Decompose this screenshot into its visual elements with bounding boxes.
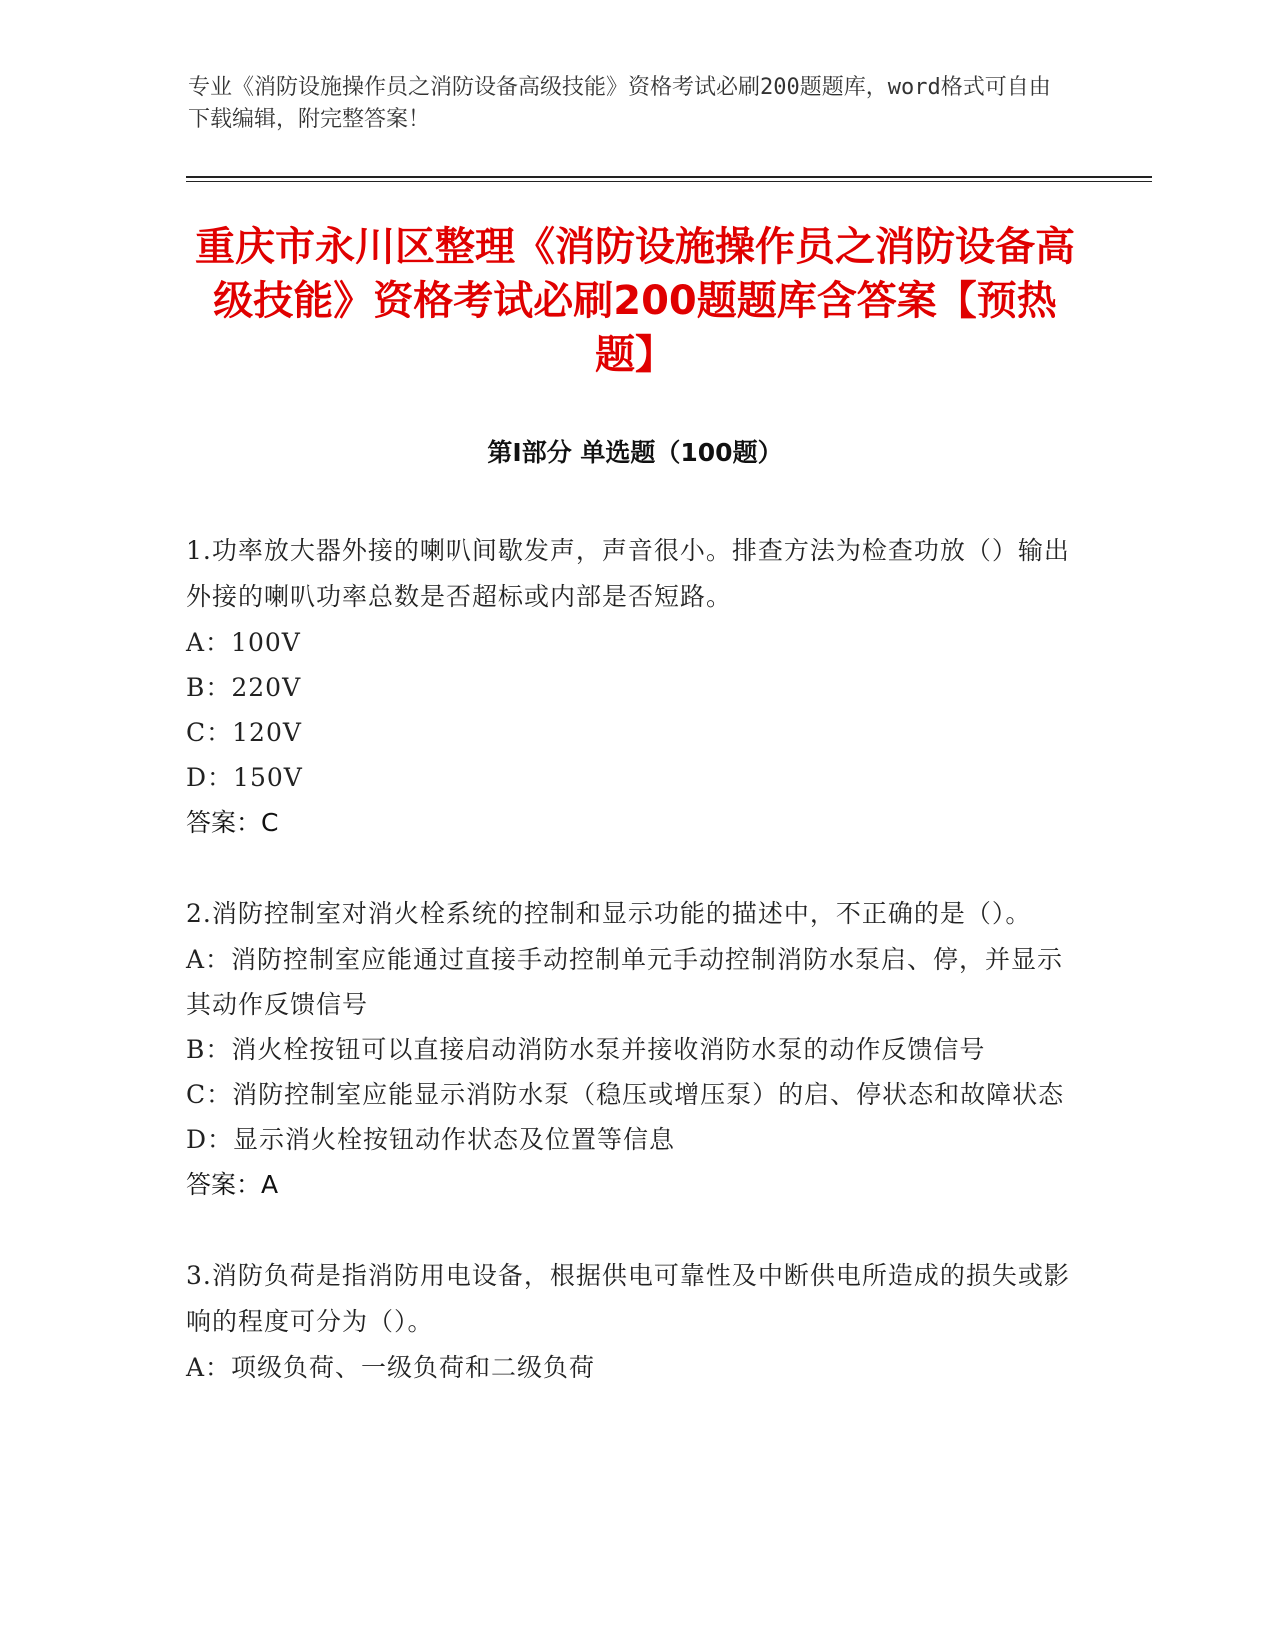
document-header-note: 专业《消防设施操作员之消防设备高级技能》资格考试必刷200题题库，word格式可自由下载编辑，附完整答案！	[188, 75, 1051, 132]
question-1	[186, 528, 1076, 845]
question-stem: 3.消防负荷是指消防用电设备，根据供电可靠性及中断供电所造成的损失或影响的程度可分为（）。	[186, 1261, 1070, 1336]
section-heading: 第I部分 单选题（100题）	[487, 438, 783, 467]
option-c: C：120V	[186, 718, 302, 747]
option-a: A：消防控制室应能通过直接手动控制单元手动控制消防水泵启、停，并显示其动作反馈信号	[186, 945, 1064, 1019]
answer-text: 答案：C	[186, 808, 279, 837]
option-c: C：消防控制室应能显示消防水泵（稳压或增压泵）的启、停状态和故障状态	[186, 1080, 1065, 1109]
question-list	[186, 528, 1076, 1436]
option-b: B：消火栓按钮可以直接启动消防水泵并接收消防水泵的动作反馈信号	[186, 1035, 986, 1064]
answer-text: 答案：A	[186, 1170, 279, 1199]
question-2	[186, 891, 1076, 1207]
question-3	[186, 1253, 1076, 1390]
document-title: 重庆市永川区整理《消防设施操作员之消防设备高级技能》资格考试必刷200题题库含答案【预热题】	[195, 224, 1075, 378]
option-a: A：100V	[186, 628, 301, 657]
question-stem: 1.功率放大器外接的喇叭间歇发声，声音很小。排查方法为检查功放（）输出外接的喇叭功率总数是否超标或内部是否短路。	[186, 536, 1070, 611]
header-divider-thin	[186, 181, 1152, 182]
option-b: B：220V	[186, 673, 302, 702]
option-a: A：项级负荷、一级负荷和二级负荷	[186, 1353, 596, 1382]
option-d: D：显示消火栓按钮动作状态及位置等信息	[186, 1125, 676, 1154]
option-d: D：150V	[186, 763, 303, 792]
question-stem: 2.消防控制室对消火栓系统的控制和显示功能的描述中，不正确的是（）。	[186, 899, 1032, 928]
header-divider-thick	[186, 176, 1152, 178]
